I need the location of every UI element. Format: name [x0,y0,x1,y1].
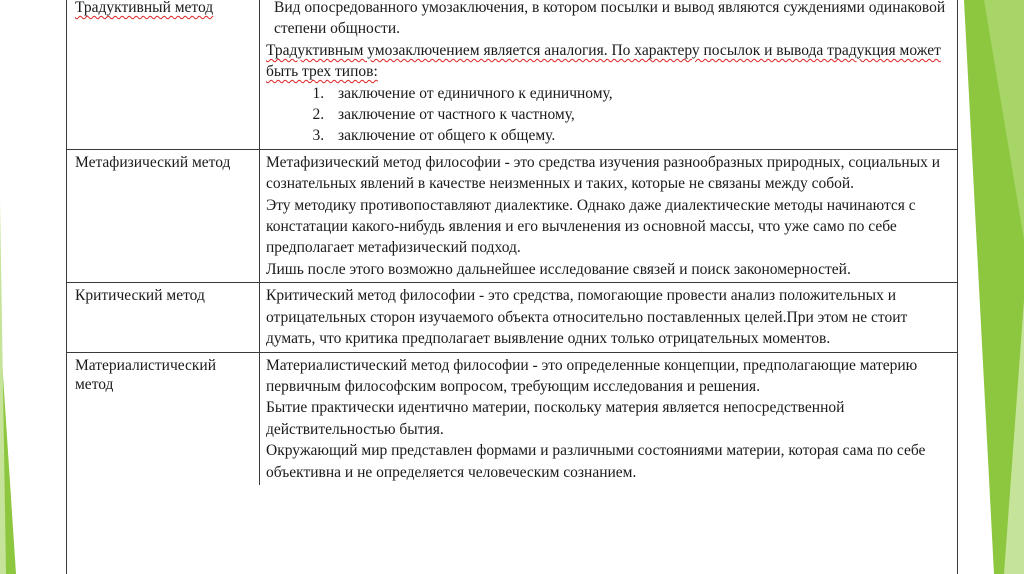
description-paragraph: Лишь после этого возможно дальнейшее исследование связей и поиск закономерностей. [266,260,851,278]
description-paragraph: Критический метод философии - это средства, помогающие провести анализ положительных и отрицательных сторон изучаемого объекта относительно поставленных целей.При этом не стоит думать, что критика предполагает выявление одних только отрицательных моментов. [266,287,908,348]
term-cell [67,283,260,352]
description-cell [260,283,958,352]
description-paragraph: Окружающий мир представлен формами и различными состояниями материи, которая сама по себе объективна и не определяется человеческим сознанием. [266,442,926,481]
list-item: 3. заключение от общего к общему. [328,125,951,146]
right-green-decoration [954,0,1024,574]
term-cell [67,352,260,485]
list-item: 1. заключение от единичного к единичному, [328,83,951,104]
table-row [67,149,957,282]
term-label: Традуктивный метод [75,0,214,16]
methods-table [67,0,957,485]
table-row [67,352,957,485]
description-paragraph: Материалистический метод философии - это определенные концепции, предполагающие материю первичным философским вопросом, требующим исследования и решения. [266,356,918,395]
list-item: 2. заключение от частного к частному, [328,104,951,125]
table-row [67,283,957,352]
term-cell [67,149,260,282]
term-label: Материалистический метод [75,356,217,393]
description-paragraph: Традуктивным умозаключением является аналогия. По характеру посылок и вывода традукция может быть трех типов: [266,41,941,81]
term-cell [67,0,260,149]
description-cell [260,149,958,282]
description-paragraph: Эту методику противопоставляют диалектике. Однако даже диалектические методы начинаются с констатации какого-нибудь явления и его вычленения из основной массы, что уже само по себе предполагает метафизический подход. [266,196,916,257]
document-page [66,0,958,574]
description-paragraph: Вид опосредованного умозаключения, в котором посылки и вывод являются суждениями одинаковой степени общности. [274,0,946,38]
term-label: Метафизический метод [75,153,231,171]
left-green-decoration [0,0,16,574]
traduction-types-list [266,83,951,147]
description-cell [260,352,958,485]
table-row [67,0,957,149]
description-paragraph: Бытие практически идентично материи, поскольку материя является непосредственной действительностью бытия. [266,399,845,438]
term-label: Критический метод [75,287,205,305]
description-paragraph: Метафизический метод философии - это средства изучения разнообразных природных, социальных и сознательных явлений в качестве неизменных и таких, которые не связаны между собой. [266,153,941,193]
description-cell [260,0,958,149]
